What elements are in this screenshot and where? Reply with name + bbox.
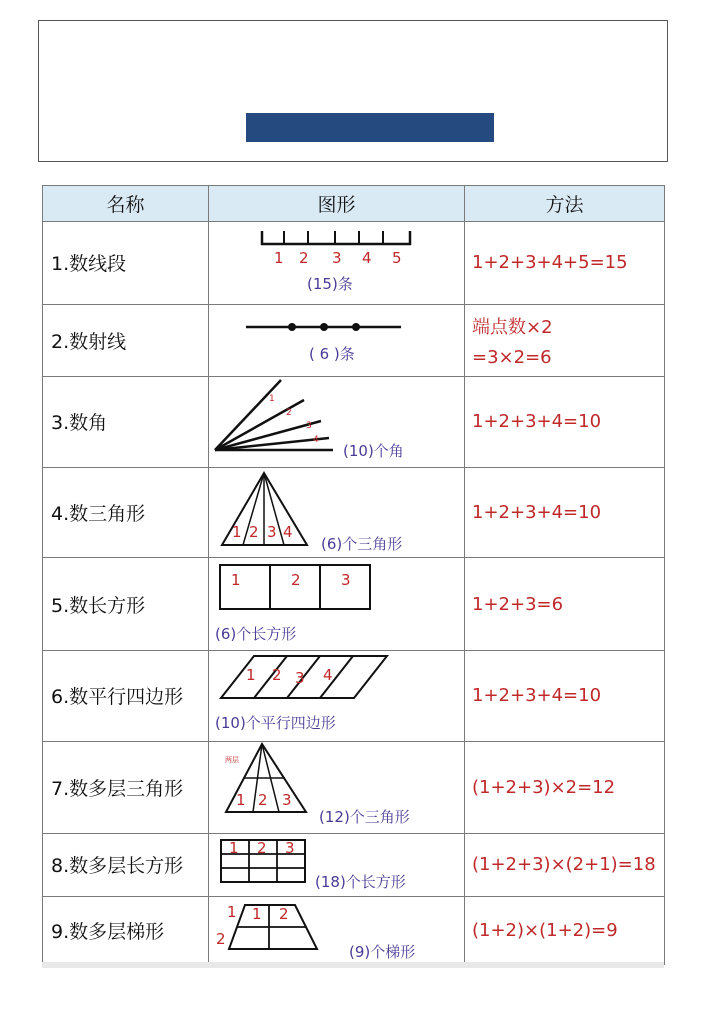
figure-caption: (6)个长方形 <box>215 625 297 644</box>
rectangle-label: 3 <box>285 838 295 857</box>
header-method: 方法 <box>465 186 665 222</box>
figure-caption: (10)个角 <box>343 441 404 460</box>
row-name: 4.数三角形 <box>43 467 209 558</box>
row-name: 2.数射线 <box>43 304 209 376</box>
method-line: 端点数×2 <box>472 316 553 338</box>
figure-rectangles <box>209 558 465 651</box>
trapezoid-label: 2 <box>216 930 226 949</box>
table-bottom-shadow <box>42 962 664 968</box>
figure-caption: ( 6 )条 <box>309 345 355 364</box>
row-name: 7.数多层三角形 <box>43 741 209 834</box>
rectangle-label: 1 <box>229 838 239 857</box>
layer-note: 两层 <box>225 756 239 765</box>
parallelogram-label: 3 <box>295 668 305 687</box>
parallelogram-label: 1 <box>246 665 256 684</box>
rectangle-label: 2 <box>291 571 301 590</box>
figure-caption: (10)个平行四边形 <box>215 713 336 732</box>
angle-label: 3 <box>306 420 312 431</box>
header-figure: 图形 <box>209 186 465 222</box>
table-row <box>43 896 665 965</box>
table-row <box>43 834 665 896</box>
counting-figures-table <box>42 185 665 965</box>
figure-parallelograms <box>209 650 465 741</box>
row-method: 1+2+3=6 <box>465 558 665 651</box>
rectangle-label: 2 <box>257 838 267 857</box>
row-name: 8.数多层长方形 <box>43 834 209 896</box>
angle-label: 2 <box>286 407 292 418</box>
figure-angles <box>209 377 465 468</box>
row-method <box>465 304 665 376</box>
title-box <box>38 20 668 162</box>
triangle-label: 1 <box>236 791 246 810</box>
triangle-label: 2 <box>249 522 259 541</box>
table-header-row <box>43 186 665 222</box>
table-row <box>43 222 665 305</box>
row-method: (1+2)×(1+2)=9 <box>465 896 665 965</box>
figure-multilayer-trapezoids <box>209 896 465 965</box>
table-row <box>43 377 665 468</box>
triangle-label: 3 <box>267 522 277 541</box>
trapezoid-label: 1 <box>252 905 262 924</box>
figure-caption: (12)个三角形 <box>319 808 410 827</box>
row-method: 1+2+3+4=10 <box>465 467 665 558</box>
row-method: 1+2+3+4+5=15 <box>465 222 665 305</box>
triangle-label: 4 <box>283 522 293 541</box>
method-line: =3×2=6 <box>472 346 552 368</box>
segment-label: 4 <box>362 248 372 267</box>
row-method: 1+2+3+4=10 <box>465 377 665 468</box>
trapezoid-label: 2 <box>279 905 289 924</box>
table-row <box>43 741 665 834</box>
parallelogram-label: 4 <box>323 665 333 684</box>
row-method: (1+2+3)×(2+1)=18 <box>465 834 665 896</box>
figure-caption: (18)个长方形 <box>315 872 406 891</box>
table-row <box>43 650 665 741</box>
table-row <box>43 304 665 376</box>
triangle-label: 3 <box>282 791 292 810</box>
header-name: 名称 <box>43 186 209 222</box>
parallelogram-label: 2 <box>272 665 282 684</box>
figure-caption: (15)条 <box>307 274 353 293</box>
row-method: (1+2+3)×2=12 <box>465 741 665 834</box>
figure-triangles <box>209 467 465 558</box>
row-name: 5.数长方形 <box>43 558 209 651</box>
table-row <box>43 467 665 558</box>
triangle-label: 2 <box>258 791 268 810</box>
angle-label: 1 <box>269 393 275 404</box>
figure-multilayer-rectangles <box>209 834 465 896</box>
figure-rays <box>209 304 465 376</box>
row-name: 3.数角 <box>43 377 209 468</box>
rectangle-label: 1 <box>231 571 241 590</box>
angle-label: 4 <box>313 434 319 445</box>
segment-label: 5 <box>392 248 402 267</box>
triangle-label: 1 <box>232 522 242 541</box>
segment-label: 2 <box>299 248 309 267</box>
figure-multilayer-triangles <box>209 741 465 834</box>
row-name: 6.数平行四边形 <box>43 650 209 741</box>
trapezoid-label: 1 <box>227 903 237 922</box>
figure-line-segment <box>209 222 465 305</box>
rectangle-label: 3 <box>341 571 351 590</box>
figure-caption: (6)个三角形 <box>321 534 403 553</box>
table-row <box>43 558 665 651</box>
figure-caption: (9)个梯形 <box>349 943 416 962</box>
segment-label: 1 <box>274 248 284 267</box>
segment-label: 3 <box>332 248 342 267</box>
title-banner <box>246 113 494 142</box>
row-method: 1+2+3+4=10 <box>465 650 665 741</box>
row-name: 1.数线段 <box>43 222 209 305</box>
row-name: 9.数多层梯形 <box>43 896 209 965</box>
